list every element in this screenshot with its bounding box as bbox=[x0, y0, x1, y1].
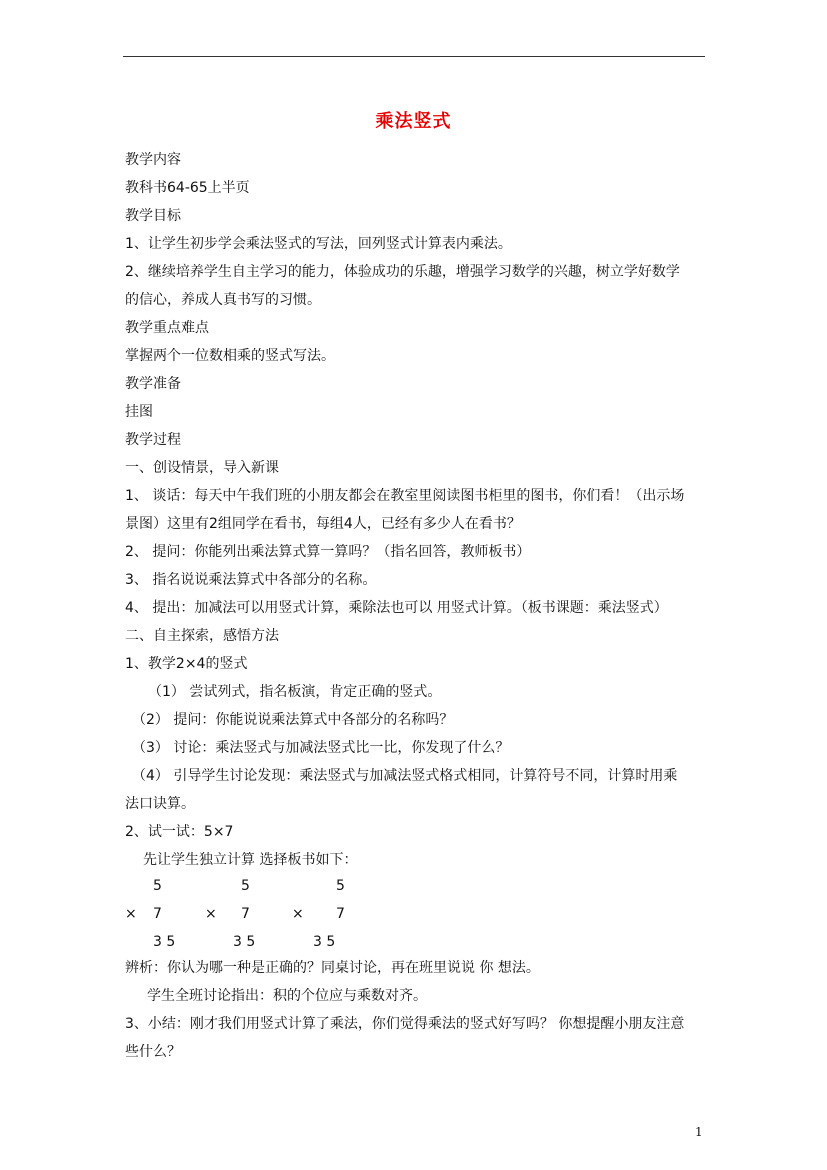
paragraph-continuation: 景图）这里有2组同学在看书，每组4人，已经有多少人在看书？ bbox=[125, 516, 521, 532]
paragraph: 3、 指名说说乘法算式中各部分的名称。 bbox=[125, 572, 377, 588]
multiply-sign: × bbox=[205, 906, 217, 922]
paragraph-continuation: 法口诀算。 bbox=[125, 796, 195, 812]
section-heading: 教学内容 bbox=[125, 152, 181, 168]
list-item: （1） 尝试列式，指名板演，肯定正确的竖式。 bbox=[148, 684, 442, 700]
list-item: （4） 引导学生讨论发现：乘法竖式与加减法竖式格式相同，计算符号不同，计算时用乘 bbox=[132, 768, 678, 784]
paragraph: 学生全班讨论指出：积的个位应与乘数对齐。 bbox=[147, 988, 427, 1004]
multiply-sign: × bbox=[125, 906, 137, 922]
paragraph: 教科书64-65上半页 bbox=[125, 180, 250, 196]
paragraph: 辨析：你认为哪一种是正确的？同桌讨论，再在班里说说 你 想法。 bbox=[125, 960, 540, 976]
multiplicand: 5 bbox=[153, 878, 162, 894]
paragraph: 掌握两个一位数相乘的竖式写法。 bbox=[125, 348, 335, 364]
paragraph: 1、 谈话：每天中午我们班的小朋友都会在教室里阅读图书柜里的图书，你们看！（出示场 bbox=[125, 488, 685, 504]
product: 3 5 bbox=[313, 934, 336, 950]
multiplier: 7 bbox=[336, 906, 345, 922]
multiplicand: 5 bbox=[241, 878, 250, 894]
paragraph: 2、试一试：5×7 bbox=[125, 824, 234, 840]
paragraph-continuation: 的信心，养成人真书写的习惯。 bbox=[125, 292, 321, 308]
paragraph: 1、让学生初步学会乘法竖式的写法，回列竖式计算表内乘法。 bbox=[125, 236, 512, 252]
section-heading: 教学目标 bbox=[125, 208, 181, 224]
paragraph-continuation: 些什么？ bbox=[125, 1044, 181, 1060]
page-number: 1 bbox=[695, 1125, 703, 1139]
header-rule bbox=[123, 56, 705, 57]
multiplier: 7 bbox=[241, 906, 250, 922]
subsection-heading: 一、创设情景，导入新课 bbox=[125, 460, 279, 476]
list-item: （2） 提问：你能说说乘法算式中各部分的名称吗？ bbox=[132, 712, 454, 728]
paragraph: 1、教学2×4的竖式 bbox=[125, 656, 248, 672]
subsection-heading: 二、自主探索，感悟方法 bbox=[125, 628, 279, 644]
paragraph: 先让学生独立计算 选择板书如下： bbox=[143, 852, 358, 868]
section-heading: 教学重点难点 bbox=[125, 320, 209, 336]
multiplicand: 5 bbox=[336, 878, 345, 894]
product: 3 5 bbox=[233, 934, 256, 950]
paragraph: 3、小结：刚才我们用竖式计算了乘法，你们觉得乘法的竖式好写吗？ 你想提醒小朋友注意 bbox=[125, 1016, 685, 1032]
paragraph: 挂图 bbox=[125, 404, 153, 420]
multiply-sign: × bbox=[292, 906, 304, 922]
section-heading: 教学准备 bbox=[125, 376, 181, 392]
paragraph: 2、继续培养学生自主学习的能力，体验成功的乐趣，增强学习数学的兴趣，树立学好数学 bbox=[125, 264, 680, 280]
document-title: 乘法竖式 bbox=[375, 111, 452, 132]
section-heading: 教学过程 bbox=[125, 432, 181, 448]
paragraph: 4、 提出：加减法可以用竖式计算，乘除法也可以 用竖式计算。（板书课题：乘法竖式） bbox=[125, 600, 668, 616]
paragraph: 2、 提问：你能列出乘法算式算一算吗？（指名回答，教师板书） bbox=[125, 544, 531, 560]
multiplier: 7 bbox=[153, 906, 162, 922]
list-item: （3） 讨论：乘法竖式与加减法竖式比一比，你发现了什么？ bbox=[132, 740, 510, 756]
product: 3 5 bbox=[153, 934, 176, 950]
